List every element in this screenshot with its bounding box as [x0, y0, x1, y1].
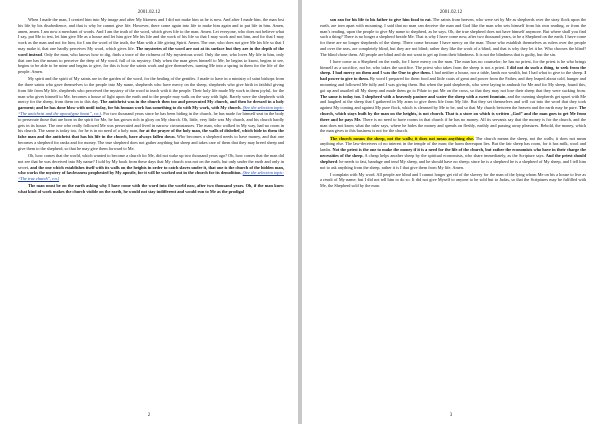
page-body-left: [18, 17, 284, 196]
text-run: . Only the man, who knows how to dig, finds a trace of the richness of My mysterious word. Only the one, who loves My life in him, only that one has the means to perceive the deep of My word, full of its mystery. Only when the man gives himself to Me, he begins to know, begins to see, begins to be able to be mine and begins to give, for this is how the saints work and give themselves, turning Me into a spring in them for the life of the people. Amen.: [18, 51, 284, 75]
bold-text: Not the priest is the one to make the money if it is a need for the life of the church, but rather the economists who have in their charge the necessities of the sheep.: [320, 147, 586, 158]
page-body-right: [320, 17, 586, 190]
paragraph: [18, 153, 284, 182]
page-number-left: 2: [147, 413, 151, 418]
text-run: . For two thousand years since he has been hiding in the church, he has made for himself seat in the body to persecute those that are born in the spirit for Me, he has grown rich in glory on My church. Oh, little, very little was My church, and his church hardly gets in its house. The one who really followed Me was persecuted and lived in narrow circumstances. The man, who walked in My way, had no room in his church. The same is today too, for he is in no need of a holy man,: [18, 111, 284, 134]
bold-text: for at the prayer of the holy man, the walls of disbelief, which hide in them the false man and the antichrist that has his life in the church, have always fallen down.: [18, 128, 284, 140]
bold-text: and the one which establishes itself with its walls on the heights in order to catch slaves under it, that one is the church of the hidden man, who works the mystery of lawlessness prophesied by My apostle, for it will be worked out in the church for its demolition.: [18, 164, 284, 176]
text-run: I have come as a Shepherd on the earth, for I have mercy on the man. The man has no counselor; he has no priest, for the priest is he who brings himself as a sacrifice, not he, who takes the sacrifice. The priest who takes from the sheep is not a priest.: [320, 58, 586, 70]
paragraph: [18, 183, 284, 195]
paragraph: [18, 17, 284, 75]
cross-reference-link[interactable]: (See the selection topic: “The antichrist and the apocalypse beast”, r.n.): [18, 105, 284, 117]
bold-text: And the priest should shepherd: [320, 152, 586, 164]
text-run: : he needs to fast, bandage and tend My sheep, and he should have no sheep; since he is a shepherd he is a shepherd of My sheep, and I tell him not to ask anything from the sheep, rather it is I that give them from My life. Amen.: [320, 158, 586, 170]
paragraph: [18, 76, 284, 151]
page-header-right: 2001.02.12: [439, 10, 463, 15]
text-run: The saints from heaven, who were set by Me as shepherds over the stray flock upon the earth, are torn apart with mourning. I said that no man can deceive the man and God like the man who sets himself from his own reading, or from the man’s reading, upon the people to give My name to shepherd, as he says. Oh, the true shepherd does not have himself anymore. But where shall you find such a thing? There is no longer a shepherd beside Me. That is why I have come now, after two thousand years, to be a Shepherd on the earth. I have come for there are no longer shepherds of the sheep. There come because I have mercy on the man. Those who establish themselves as rulers over the people and over the seas, are completely blind, but they are not blind; rather they like the work of a blind, and that is why they let it be. Who chooses the blind? The blind chose them. All people are blind and do not want to get up from their blindness. It is not the blindness that is guilty, but the sin.: [320, 17, 586, 57]
text-run: I complain with My word. All people are blind and I cannot longer get rid of the slavery for the man of the lying whom Me on his a house to live as a result of My name; but I did not tell him to do so. It did not give Myself to anyone to be sold but to Judas, so that the Scriptures may be fulfilled with Me, the Shepherd sold by the man.: [320, 171, 586, 189]
text-run: I had neither a house, nor a table, lands nor wealth, but I had what to give to the sheep.: [430, 70, 585, 76]
text-run: By word I prepared for them food and little coats of great and power from the Father, and they leaped about cold, hunger and mourning and followed Me fully and I was giving them. But when the paid shepherds, who were laying in ambush for Me and for My sheep, found this, got up and assailed all My sheep and made them go to Pilate to put Me on the cross, so that they may not lose their sheep that they were sucking from.: [320, 76, 586, 93]
text-run: My spirit and the spirit of My saints are in the garden of the word, for the healing of the gentiles. I made to have in a ministry of saint bishops from the three saints who gave themselves to the people into My name, shepherds who have mercy on the sheep, shepherds who give birth in faithful giving from life from My life, shepherds who perceived the mystery of the word to teach with it the people. Their holy life made My work in them joyful, for the man who gives himself to Me, becomes a house of light upon the earth and to the people may walk on the way with light. Rarely were the shepherds with mercy for the sheep, from them on to this day.: [18, 76, 284, 105]
highlighted-text: The church means the sheep, not the walls; it does not mean anything else.: [330, 135, 475, 141]
paragraph: [320, 172, 586, 189]
page-number-right: 3: [449, 413, 453, 418]
page-header-left: 2001.02.12: [137, 10, 161, 15]
bold-text: I had power to give to them.: [320, 70, 586, 82]
text-run: When I made the man, I created him into My image and after My likeness and I did not make him as he is now. And after I made him, the man lost his life by his disobedience, and that is why he cannot give life. However, there come again into life to make him again and to put life in him. Amen, amen, amen. I am now a merchant of words. And I am the truth of the word, which gives life to the man. Amen. Let everyone, who does not believe what I say, put Me to test, let him give Me as a house and let him give Me his life and the work of his life so that I may work and not him, and for that I may work as the man and not for him, for I am the word of the truth, the Man with a life giving Spirit. Amen. The one, who does not give Me his life so that I may make it, that one hardly perceives My word, which gives life.: [18, 17, 284, 51]
page-right: [302, 0, 600, 424]
text-run: There is no need to have rooms in that church if he has no money. All its servants say that the money is for the church, and the man does not know what the ruler says, where he hides the money and spends on fleshly, earthly and passing away pleasures. Behold, the money, which the man gives to this business is not for the church.: [320, 116, 587, 134]
bold-text: I did not do such a thing, to seek from the sheep. I had mercy on them and I was the One to give them.: [320, 64, 586, 76]
paragraph: [320, 59, 586, 134]
bold-text: The church, which stays built by the man on the heights, is not church. That is a store on which is written „God” and the man goes to get Me from there and he pays Me.: [320, 105, 586, 122]
text-run: Oh, how comes that the world, which wanted to become a church for Me, did not wake up two thousand years ago? Oh, how comes that the man did not see that he was deceived into My name? I told by My book from these days that My church was not on the earth, but only under the earth and only in secret,: [18, 152, 284, 170]
paragraph: [320, 136, 586, 171]
text-run: The church means the sheep, not the walls; it does not mean anything else. The law-deceivers of no interest in the temple of the man; the harm thereupon lies. But the fair sheep has room, for it has milk, wool and lambs.: [320, 135, 587, 153]
paragraph: [320, 17, 586, 58]
bold-text: The mysteries of the word are not at its surface but they are in the depth of the word instead: [18, 45, 284, 57]
cross-reference-link[interactable]: (See the selection topic: “The true church”, r.n.): [18, 170, 284, 182]
bold-text: The man must be on the earth asking why I have come with the word into the world now, after two thousand years. Oh, if the man knew what kind of work makes the church visible on the earth, he would not stay indifferent and would run to Me as the prodigal: [18, 183, 284, 194]
text-run: , and the cunning shepherds get upset with Me and laughed at the sheep that I gathered in My arms to give them life from My life. But they set themselves and will cut into the word that they took against My coming and against My pure flock, which is cleansed by Me to be, and so that My church between the heaven and the earth may be pure.: [320, 93, 587, 111]
bold-text: son ran for his life to his father to give him food to eat.: [330, 17, 432, 22]
text-run: A cheap helps another sheep by the spiritual economists, who share immediately, as the Scripture says.: [363, 152, 546, 158]
bold-text: The antichrist was in the church then too and persecuted My church, and then he dressed in a holy garment; and he has done blow with until today, for his human work has something to do with My work, with My church.: [18, 99, 284, 111]
bold-text: The same is today too. I shepherd with a heavenly pasture and water the sheep with a sweet fountain: [320, 93, 506, 99]
page-left: [0, 0, 298, 424]
text-run: Who becomes a shepherd needs to have money, and that one becomes a shepherd for ranks and for money. The true shepherd does not gather anything but sheep and takes care of them that they may breed sheep and give them to the shepherd, so that he may give them forward to Me.: [18, 134, 284, 151]
